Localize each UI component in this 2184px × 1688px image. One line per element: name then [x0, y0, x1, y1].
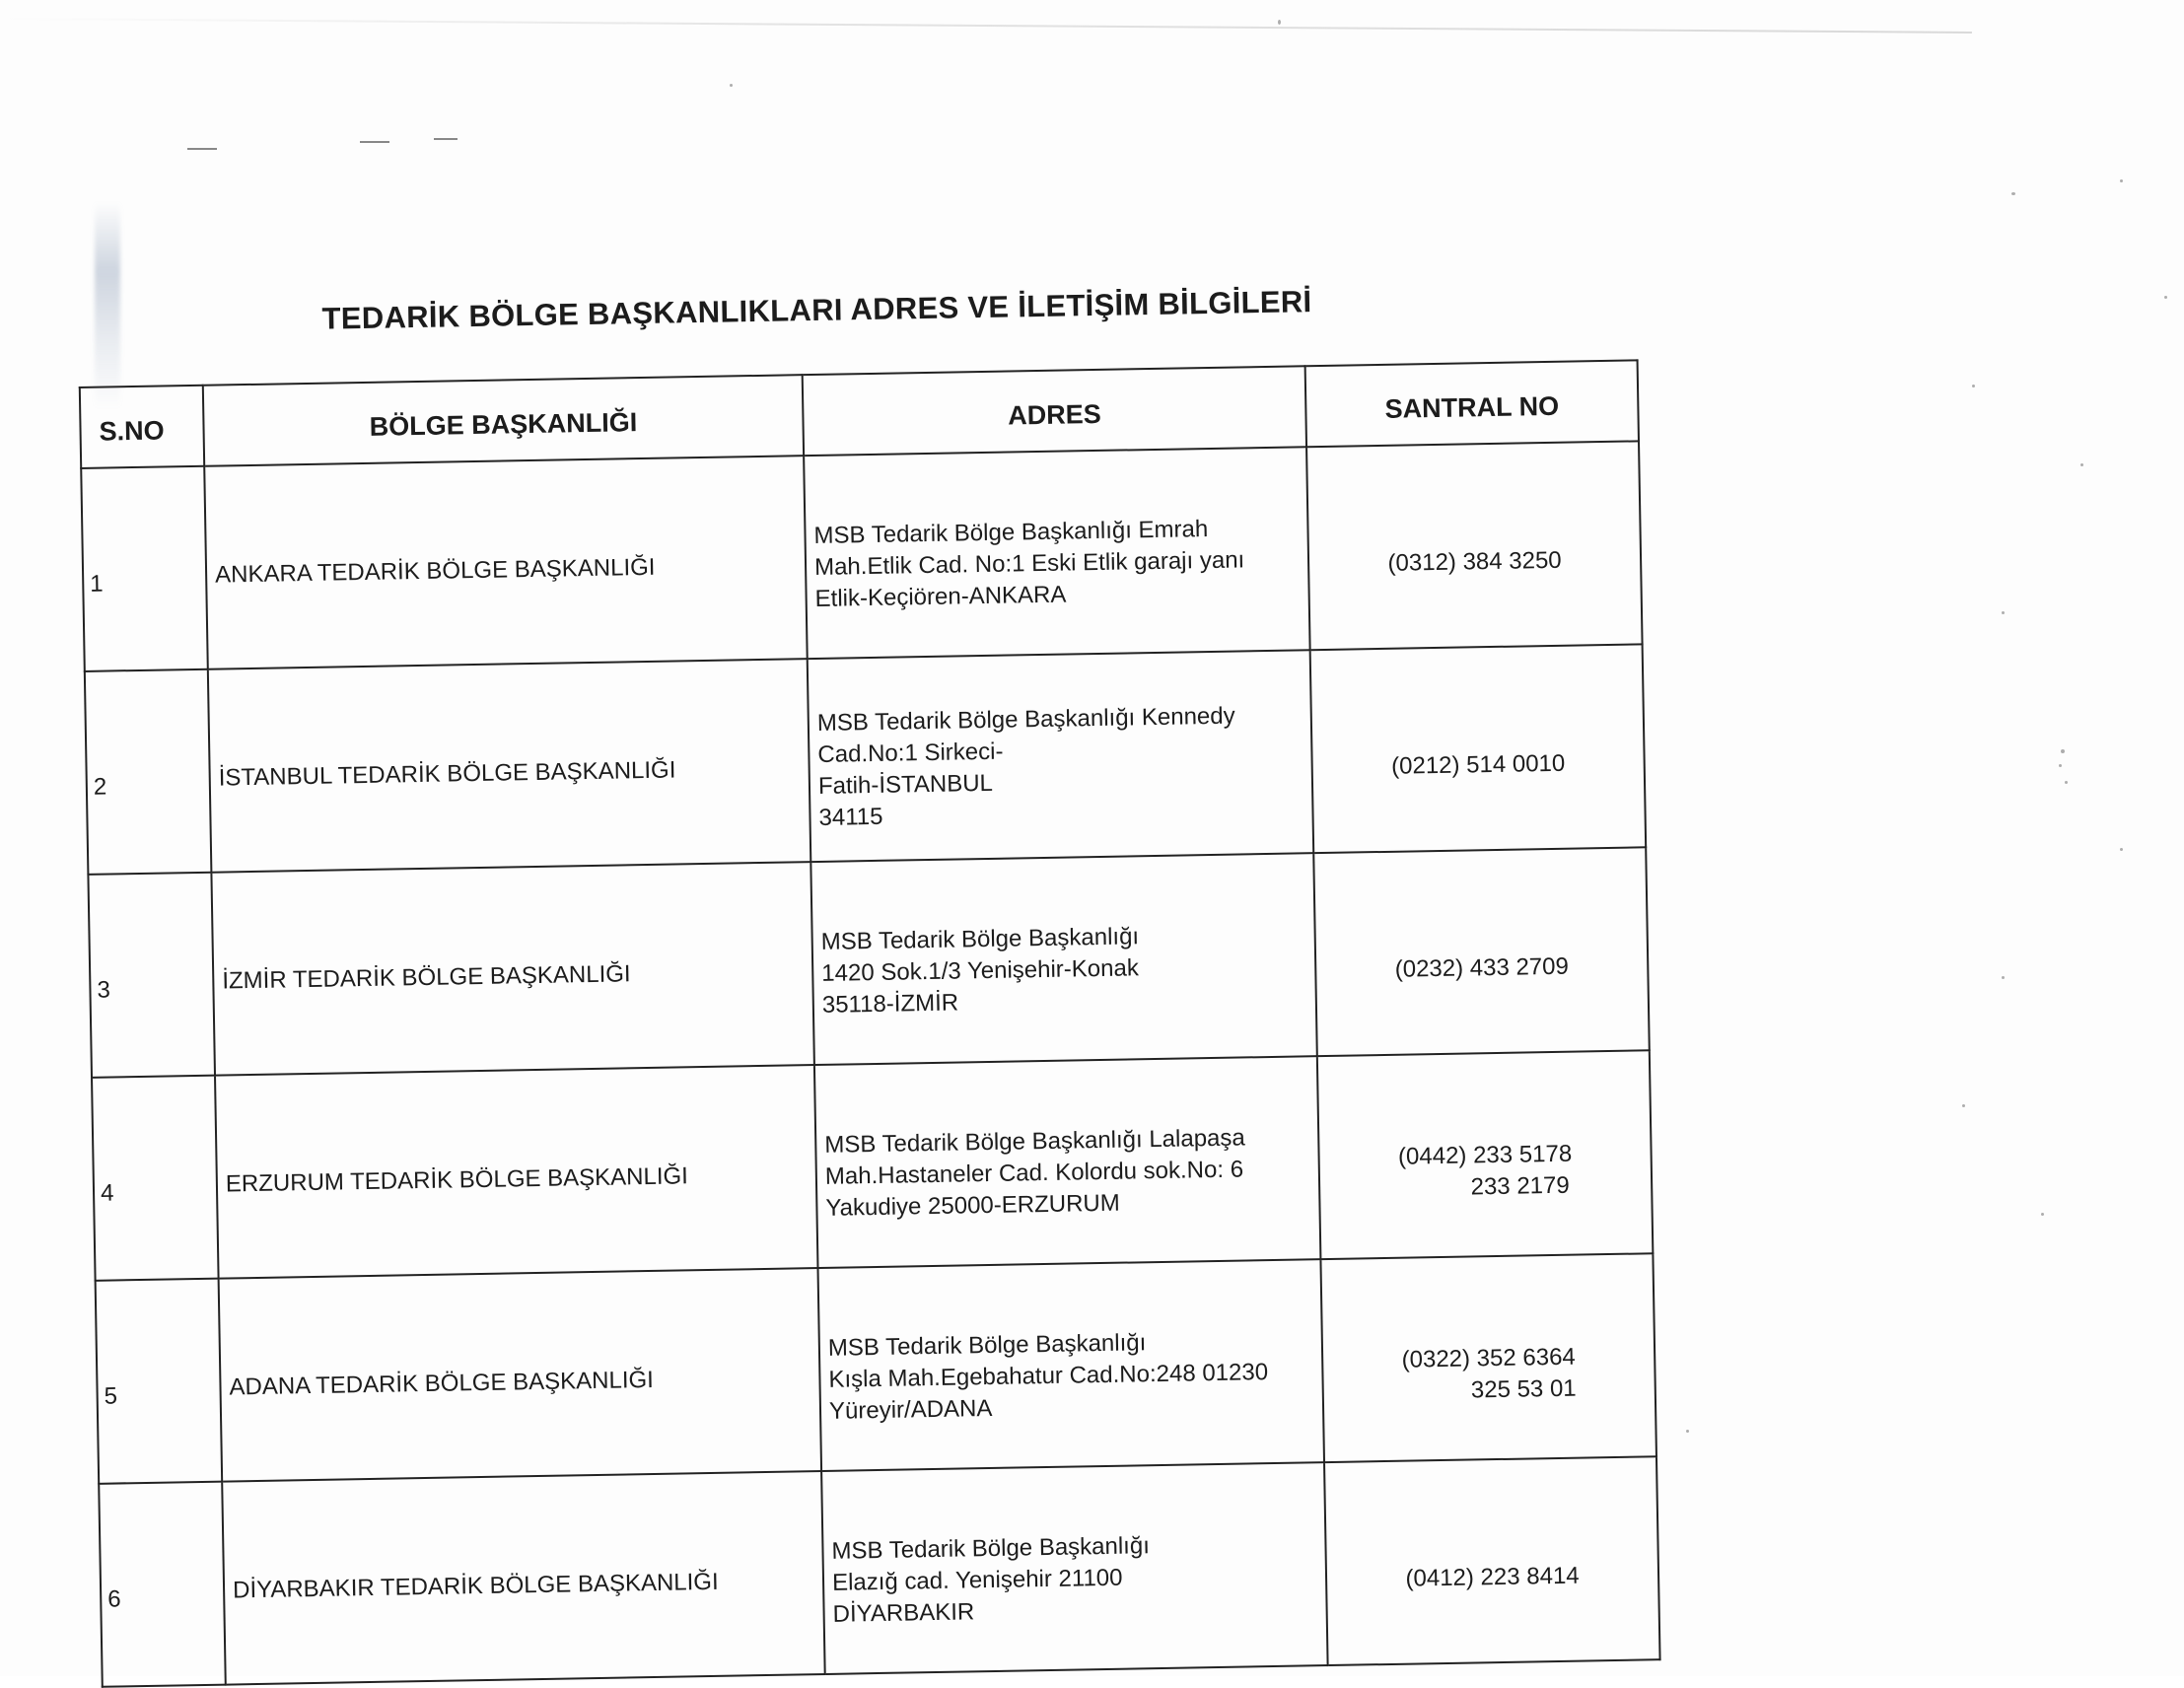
row-sno: 2 — [85, 669, 212, 875]
row-address: MSB Tedarik Bölge Başkanlığı 1420 Sok.1/3 Yenişehir-Konak 35118-İZMİR — [810, 853, 1317, 1065]
row-phone — [1310, 644, 1647, 853]
table-row — [92, 1050, 1653, 1281]
row-phone — [1317, 1050, 1654, 1259]
table-row — [88, 847, 1649, 1078]
table-row — [85, 644, 1646, 875]
row-phone — [1313, 847, 1650, 1056]
row-address: MSB Tedarik Bölge Başkanlığı Elazığ cad. Yenişehir 21100 DİYARBAKIR — [821, 1462, 1328, 1674]
row-sno: 4 — [92, 1076, 219, 1281]
row-region: ERZURUM TEDARİK BÖLGE BAŞKANLIĞI — [215, 1065, 818, 1279]
phone-secondary: 325 53 01 — [1470, 1374, 1577, 1404]
scan-top-edge — [0, 18, 1972, 34]
row-region: ANKARA TEDARİK BÖLGE BAŞKANLIĞI — [204, 456, 808, 669]
row-region: DİYARBAKIR TEDARİK BÖLGE BAŞKANLIĞI — [222, 1471, 825, 1685]
row-address: MSB Tedarik Bölge Başkanlığı Kışla Mah.Egebahatur Cad.No:248 01230 Yüreyir/ADANA — [817, 1259, 1324, 1471]
row-sno: 3 — [88, 873, 215, 1078]
row-phone — [1306, 441, 1643, 650]
column-header-address: ADRES — [803, 366, 1306, 456]
scan-dash — [434, 138, 458, 140]
scan-dash — [360, 141, 389, 143]
phone-primary: (0322) 352 6364 — [1401, 1343, 1577, 1373]
column-header-region: BÖLGE BAŞKANLIĞI — [203, 375, 804, 466]
phone-primary: (0412) 223 8414 — [1405, 1562, 1580, 1592]
document-title: TEDARİK BÖLGE BAŞKANLIKLARI ADRES VE İLETİŞİM BİLGİLERİ — [321, 284, 1312, 336]
table-row — [99, 1456, 1659, 1687]
row-region: İSTANBUL TEDARİK BÖLGE BAŞKANLIĞI — [208, 659, 811, 873]
phone-primary: (0232) 433 2709 — [1394, 952, 1570, 983]
table-row — [81, 441, 1642, 671]
row-region: İZMİR TEDARİK BÖLGE BAŞKANLIĞI — [211, 862, 814, 1076]
row-sno: 6 — [99, 1482, 226, 1687]
row-sno: 1 — [81, 466, 208, 671]
row-region: ADANA TEDARİK BÖLGE BAŞKANLIĞI — [219, 1268, 822, 1482]
table-row — [96, 1253, 1656, 1484]
phone-primary: (0442) 233 5178 — [1397, 1140, 1573, 1170]
row-phone — [1320, 1253, 1656, 1462]
contacts-table — [79, 359, 1661, 1687]
phone-secondary: 233 2179 — [1470, 1171, 1570, 1201]
row-address: MSB Tedarik Bölge Başkanlığı Kennedy Cad.No:1 Sirkeci- Fatih-İSTANBUL 34115 — [808, 650, 1314, 862]
row-sno: 5 — [96, 1279, 223, 1484]
row-address: MSB Tedarik Bölge Başkanlığı Lalapaşa Mah.Hastaneler Cad. Kolordu sok.No: 6 Yakudiye 25000-ERZURUM — [814, 1056, 1321, 1268]
row-address: MSB Tedarik Bölge Başkanlığı Emrah Mah.Etlik Cad. No:1 Eski Etlik garajı yanı Etlik-Keçiören-ANKARA — [804, 447, 1310, 659]
column-header-sno: S.NO — [80, 386, 204, 468]
phone-primary: (0212) 514 0010 — [1390, 749, 1566, 780]
scan-dash — [187, 148, 217, 150]
column-header-phone: SANTRAL NO — [1305, 360, 1639, 447]
row-phone — [1324, 1456, 1660, 1665]
phone-primary: (0312) 384 3250 — [1387, 546, 1562, 577]
scan-smudge — [95, 202, 120, 409]
